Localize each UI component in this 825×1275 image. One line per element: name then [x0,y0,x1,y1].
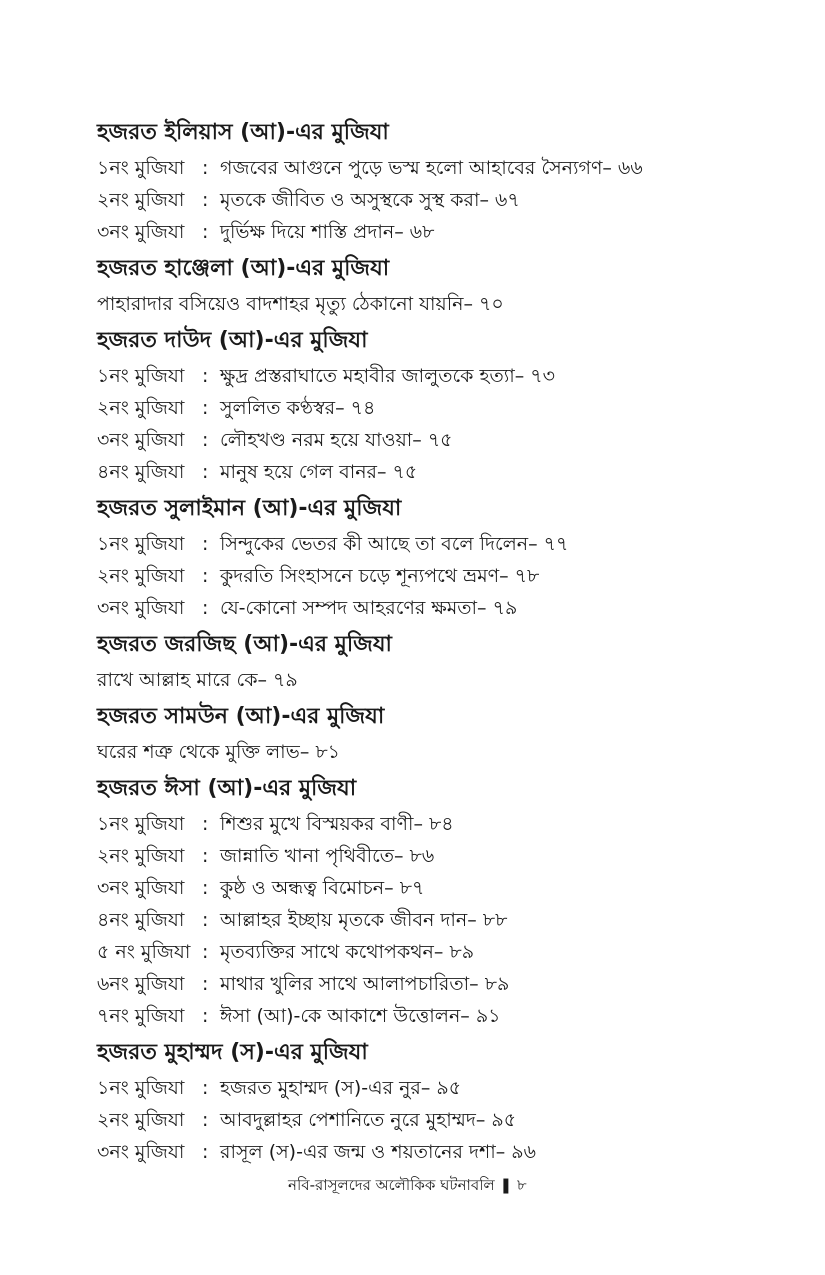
separator: : [202,1141,209,1163]
list-item [97,904,737,936]
separator: : [202,877,209,899]
list-item [97,184,737,216]
item-label: ২নং মুজিযা [97,397,185,419]
separator: : [202,1005,209,1027]
separator: : [202,221,209,243]
list-item [97,152,737,184]
separator: : [202,597,209,619]
item-label: ২নং মুজিযা [97,845,185,867]
separator: : [202,533,209,555]
item-label: ৩নং মুজিযা [97,429,185,451]
list-item [97,1136,737,1168]
section-heading-muhammad: হজরত মুহাম্মদ (স)-এর মুজিযা [97,1040,368,1065]
item-text: যে-কোনো সম্পদ আহরণের ক্ষমতা– ৭৯ [220,597,518,619]
separator: : [202,397,209,419]
item-text: দুর্ভিক্ষ দিয়ে শাস্তি প্রদান– ৬৮ [220,221,435,243]
item-label: ৪নং মুজিযা [97,461,185,483]
page-footer: নবি-রাসূলদের অলৌকিক ঘটনাবলি ❚ ৮ [288,1176,527,1194]
item-text: ঈসা (আ)-কে আকাশে উত্তোলন– ৯১ [220,1005,501,1027]
list-item [97,528,737,560]
list-item: রাখে আল্লাহ মারে কে– ৭৯ [97,669,298,691]
item-text: ক্ষুদ্র প্রস্তরাঘাতে মহাবীর জালুতকে হত্যা– ৭৩ [220,365,555,387]
separator: : [202,909,209,931]
item-label: ৩নং মুজিযা [97,221,185,243]
list-item [97,456,737,488]
item-text: মৃতকে জীবিত ও অসুস্থকে সুস্থ করা– ৬৭ [220,189,520,211]
item-label: ৩নং মুজিযা [97,877,185,899]
item-label: ২নং মুজিযা [97,189,185,211]
item-label: ১নং মুজিযা [97,1077,185,1099]
list-item [97,560,737,592]
section-heading-ilias: হজরত ইলিয়াস (আ)-এর মুজিযা [97,120,389,145]
item-text: রাসূল (স)-এর জন্ম ও শয়তানের দশা– ৯৬ [220,1141,536,1163]
item-text: মানুষ হয়ে গেল বানর– ৭৫ [220,461,418,483]
section-heading-samun: হজরত সামউন (আ)-এর মুজিযা [97,704,385,729]
item-label: ৬নং মুজিযা [97,973,185,995]
list-item: ঘরের শত্রু থেকে মুক্তি লাভ– ৮১ [97,741,341,763]
separator: : [202,845,209,867]
list-item [97,216,737,248]
separator: : [202,1077,209,1099]
separator: : [202,429,209,451]
item-text: আবদুল্লাহর পেশানিতে নুরে মুহাম্মদ– ৯৫ [220,1109,517,1131]
item-text: জান্নাতি খানা পৃথিবীতে– ৮৬ [220,845,435,867]
item-text: সুললিত কণ্ঠস্বর– ৭৪ [220,397,376,419]
list-item [97,872,737,904]
separator: : [202,813,209,835]
separator: : [202,1109,209,1131]
separator: : [202,973,209,995]
list-item [97,392,737,424]
item-label: ১নং মুজিযা [97,813,185,835]
section-heading-jarjis: হজরত জরজিছ (আ)-এর মুজিযা [97,632,392,657]
item-label: ২নং মুজিযা [97,1109,185,1131]
list-item [97,968,737,1000]
item-text: শিশুর মুখে বিস্ময়কর বাণী– ৮৪ [220,813,454,835]
item-label: ৩নং মুজিযা [97,1141,185,1163]
item-text: কুদরতি সিংহাসনে চড়ে শূন্যপথে ভ্রমণ– ৭৮ [220,565,540,587]
item-label: ২নং মুজিযা [97,565,185,587]
list-item [97,360,737,392]
list-item [97,1000,737,1032]
section-heading-sulaiman: হজরত সুলাইমান (আ)-এর মুজিযা [97,496,402,521]
separator: : [202,157,209,179]
section-heading-daud: হজরত দাউদ (আ)-এর মুজিযা [97,328,368,353]
item-label: ১নং মুজিযা [97,157,185,179]
separator: : [202,565,209,587]
item-label: ৪নং মুজিযা [97,909,185,931]
list-item [97,808,737,840]
item-text: সিন্দুকের ভেতর কী আছে তা বলে দিলেন– ৭৭ [220,533,569,555]
item-text: আল্লাহর ইচ্ছায় মৃতকে জীবন দান– ৮৮ [220,909,508,931]
item-label: ১নং মুজিযা [97,365,185,387]
list-item [97,1072,737,1104]
list-item [97,840,737,872]
separator: : [202,461,209,483]
list-item [97,424,737,456]
item-text: মাথার খুলির সাথে আলাপচারিতা– ৮৯ [220,973,510,995]
item-label: ৫ নং মুজিযা [97,941,191,963]
section-heading-isa: হজরত ঈসা (আ)-এর মুজিযা [97,776,357,801]
list-item [97,936,737,968]
separator: : [202,365,209,387]
contents-list [97,118,737,1168]
item-text: লৌহখণ্ড নরম হয়ে যাওয়া– ৭৫ [220,429,453,451]
separator: : [202,941,209,963]
list-item [97,1104,737,1136]
item-text: গজবের আগুনে পুড়ে ভস্ম হলো আহাবের সৈন্যগণ– ৬৬ [220,157,643,179]
list-item: পাহারাদার বসিয়েও বাদশাহর মৃত্যু ঠেকানো যায়নি– ৭০ [97,293,504,315]
section-heading-hanjela: হজরত হাঞ্জেলা (আ)-এর মুজিযা [97,256,390,281]
item-label: ১নং মুজিযা [97,533,185,555]
item-label: ৩নং মুজিযা [97,597,185,619]
list-item [97,592,737,624]
item-text: মৃতব্যক্তির সাথে কথোপকথন– ৮৯ [220,941,475,963]
item-text: হজরত মুহাম্মদ (স)-এর নুর– ৯৫ [220,1077,462,1099]
item-label: ৭নং মুজিযা [97,1005,185,1027]
separator: : [202,189,209,211]
item-text: কুষ্ঠ ও অন্ধত্ব বিমোচন– ৮৭ [220,877,425,899]
